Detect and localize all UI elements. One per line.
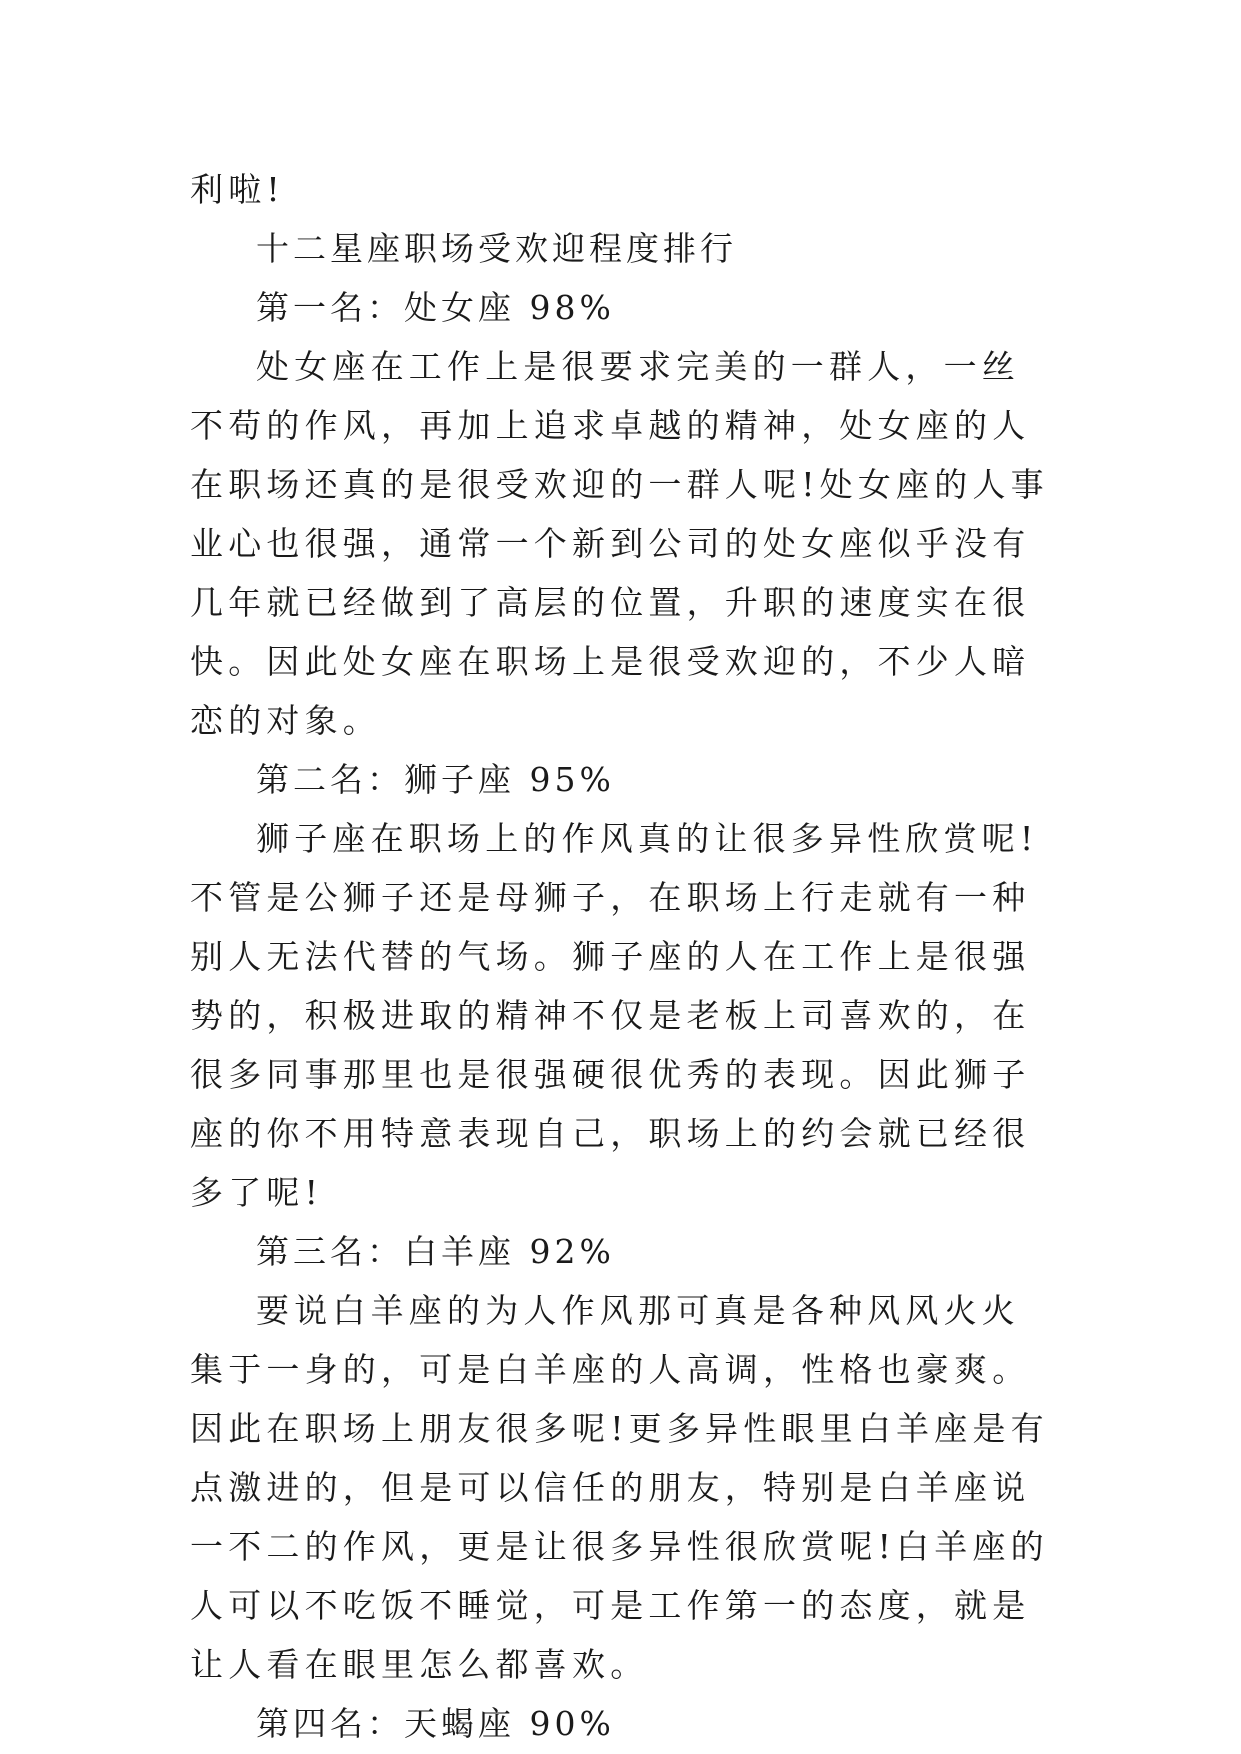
section-body-3: 要说白羊座的为人作风那可真是各种风风火火集于一身的，可是白羊座的人高调，性格也豪爽。因此在职场上朋友很多呢!更多异性眼里白羊座是有点激进的，但是可以信任的朋友，特别是白羊座说一不二的作风，更是让很多异性很欣赏呢!白羊座的人可以不吃饭不睡觉，可是工作第一的态度，就是让人看在眼里怎么都喜欢。 [190, 1291, 1049, 1684]
section-heading-1: 第一名：处女座 98% [256, 288, 615, 327]
section-body-1: 处女座在工作上是很要求完美的一群人，一丝不苟的作风，再加上追求卓越的精神，处女座的人在职场还真的是很受欢迎的一群人呢!处女座的人事业心也很强，通常一个新到公司的处女座似乎没有几年就已经做到了高层的位置，升职的速度实在很快。因此处女座在职场上是很受欢迎的，不少人暗恋的对象。 [190, 347, 1049, 740]
section-heading-3: 第三名：白羊座 92% [256, 1232, 615, 1271]
document-content [190, 160, 1055, 1753]
section-heading-4: 第四名：天蝎座 90% [256, 1704, 615, 1743]
section-heading-2: 第二名：狮子座 95% [256, 760, 615, 799]
section-body-2: 狮子座在职场上的作风真的让很多异性欣赏呢!不管是公狮子还是母狮子，在职场上行走就有一种别人无法代替的气场。狮子座的人在工作上是很强势的，积极进取的精神不仅是老板上司喜欢的，在很多同事那里也是很强硬很优秀的表现。因此狮子座的你不用特意表现自己，职场上的约会就已经很多了呢! [190, 819, 1039, 1212]
continuation-text: 利啦! [190, 170, 285, 209]
document-title: 十二星座职场受欢迎程度排行 [256, 229, 737, 268]
